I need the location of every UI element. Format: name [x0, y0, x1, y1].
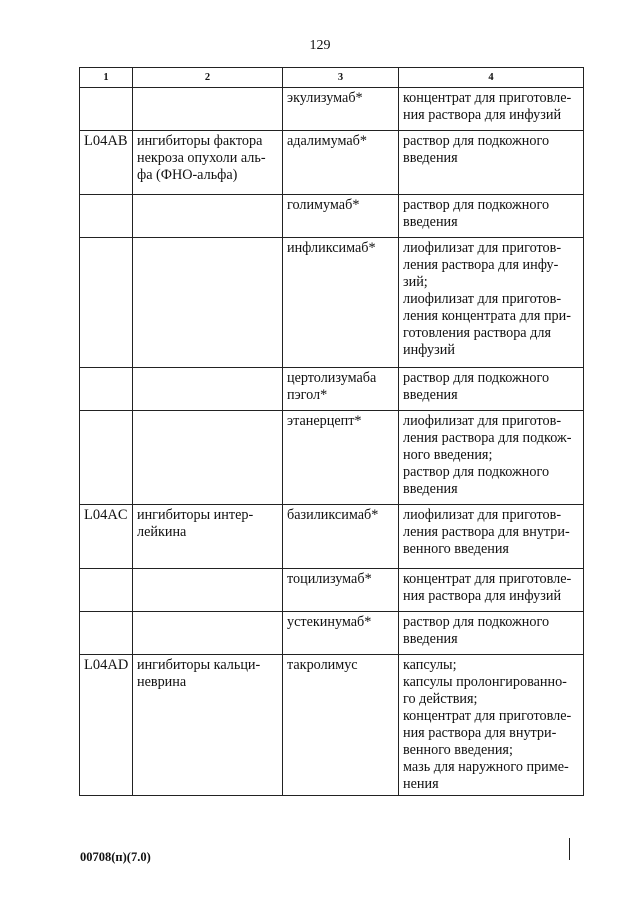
atc-code-cell: [80, 411, 133, 505]
drug-name-cell: инфликсимаб*: [283, 238, 399, 368]
dosage-form-cell: [399, 88, 584, 131]
dosage-form-cell: [399, 195, 584, 238]
group-name-cell: [133, 88, 283, 131]
dosage-form-line: лиофилизат для приготов-: [403, 413, 562, 429]
group-name-cell: ингибиторы фактора некроза опухоли аль-фа (ФНО-альфа): [133, 131, 283, 195]
group-name-cell: [133, 195, 283, 238]
drug-table: [79, 67, 584, 796]
dosage-form-line: ления раствора для подкож-: [403, 430, 572, 446]
dosage-form-line: введения: [403, 214, 458, 230]
group-name-cell: ингибиторы кальци-неврина: [133, 655, 283, 796]
column-header: 3: [283, 68, 399, 88]
drug-name-cell: тоцилизумаб*: [283, 569, 399, 612]
dosage-form-cell: [399, 411, 584, 505]
dosage-form-line: ния раствора для инфузий: [403, 588, 562, 604]
dosage-form-line: нения: [403, 776, 439, 792]
drug-name-cell: цертолизумаба пэгол*: [283, 368, 399, 411]
atc-code-cell: L04AC: [80, 505, 133, 569]
column-header: 2: [133, 68, 283, 88]
dosage-form-line: концентрат для приготовле-: [403, 571, 572, 587]
table-header-row: [80, 68, 584, 88]
table-row: [80, 569, 584, 612]
drug-name-cell: устекинумаб*: [283, 612, 399, 655]
page-number: 129: [309, 38, 331, 53]
dosage-form-line: готовления раствора для: [403, 325, 551, 341]
dosage-form-line: венного введения;: [403, 742, 513, 758]
dosage-form-line: ления раствора для внутри-: [403, 524, 570, 540]
dosage-form-line: инфузий: [403, 342, 455, 358]
atc-code-cell: [80, 88, 133, 131]
dosage-form-line: раствор для подкожного: [403, 197, 550, 213]
dosage-form-line: капсулы пролонгированно-: [403, 674, 567, 690]
margin-mark: [569, 838, 570, 860]
table-row: [80, 195, 584, 238]
table-row: [80, 368, 584, 411]
dosage-form-line: венного введения: [403, 541, 509, 557]
drug-name-cell: голимумаб*: [283, 195, 399, 238]
dosage-form-cell: [399, 569, 584, 612]
dosage-form-line: раствор для подкожного: [403, 370, 550, 386]
dosage-form-line: введения: [403, 631, 458, 647]
dosage-form-line: раствор для подкожного: [403, 614, 550, 630]
dosage-form-line: зий;: [403, 274, 428, 290]
group-name-cell: [133, 411, 283, 505]
group-name-cell: [133, 368, 283, 411]
drug-name-cell: этанерцепт*: [283, 411, 399, 505]
atc-code-cell: [80, 368, 133, 411]
table-row: [80, 88, 584, 131]
atc-code-cell: [80, 238, 133, 368]
column-header: 1: [80, 68, 133, 88]
dosage-form-line: ления концентрата для при-: [403, 308, 571, 324]
group-name-cell: [133, 612, 283, 655]
dosage-form-line: концентрат для приготовле-: [403, 90, 572, 106]
drug-name-cell: такролимус: [283, 655, 399, 796]
atc-code-cell: L04AD: [80, 655, 133, 796]
table-row: [80, 411, 584, 505]
drug-name-cell: экулизумаб*: [283, 88, 399, 131]
column-header: 4: [399, 68, 584, 88]
atc-code-cell: L04AB: [80, 131, 133, 195]
group-name-cell: [133, 238, 283, 368]
dosage-form-line: го действия;: [403, 691, 478, 707]
group-name-cell: [133, 569, 283, 612]
table-body: [80, 88, 584, 796]
dosage-form-line: введения: [403, 481, 458, 497]
dosage-form-cell: [399, 238, 584, 368]
dosage-form-line: ного введения;: [403, 447, 493, 463]
drug-name-cell: базиликсимаб*: [283, 505, 399, 569]
dosage-form-line: лиофилизат для приготов-: [403, 240, 562, 256]
dosage-form-cell: [399, 368, 584, 411]
dosage-form-line: раствор для подкожного: [403, 464, 550, 480]
drug-name-cell: адалимумаб*: [283, 131, 399, 195]
dosage-form-cell: [399, 612, 584, 655]
table-row: [80, 131, 584, 195]
table-row: [80, 655, 584, 796]
dosage-form-line: раствор для подкожного: [403, 133, 550, 149]
table-row: [80, 505, 584, 569]
dosage-form-line: капсулы;: [403, 657, 457, 673]
dosage-form-line: мазь для наружного приме-: [403, 759, 569, 775]
dosage-form-cell: [399, 131, 584, 195]
dosage-form-line: ния раствора для внутри-: [403, 725, 557, 741]
dosage-form-cell: [399, 505, 584, 569]
table-row: [80, 238, 584, 368]
dosage-form-line: введения: [403, 150, 458, 166]
atc-code-cell: [80, 195, 133, 238]
dosage-form-cell: [399, 655, 584, 796]
table-row: [80, 612, 584, 655]
dosage-form-line: введения: [403, 387, 458, 403]
document-code: 00708(п)(7.0): [80, 850, 151, 864]
atc-code-cell: [80, 569, 133, 612]
group-name-cell: ингибиторы интер-лейкина: [133, 505, 283, 569]
dosage-form-line: ния раствора для инфузий: [403, 107, 562, 123]
dosage-form-line: лиофилизат для приготов-: [403, 291, 562, 307]
dosage-form-line: концентрат для приготовле-: [403, 708, 572, 724]
dosage-form-line: ления раствора для инфу-: [403, 257, 559, 273]
dosage-form-line: лиофилизат для приготов-: [403, 507, 562, 523]
atc-code-cell: [80, 612, 133, 655]
